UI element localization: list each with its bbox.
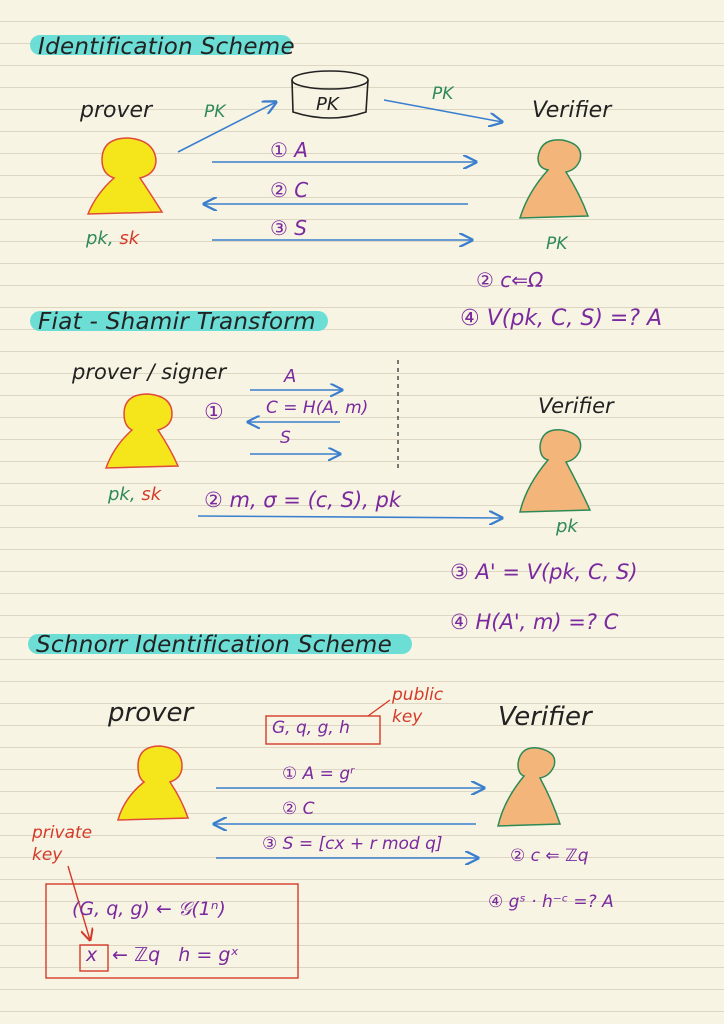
- message-a: ① A: [270, 138, 308, 162]
- verifier-step: ④ gˢ · h⁻ᶜ =? A: [488, 892, 614, 912]
- verifier-figure: [520, 430, 590, 512]
- database-label: PK: [316, 94, 339, 115]
- arrow-prover-to-db: [178, 102, 276, 152]
- public-key-label: public key: [392, 685, 444, 728]
- step-marker: ①: [204, 400, 224, 425]
- private-key-label: private key: [32, 823, 93, 866]
- prover-label: prover: [80, 98, 153, 123]
- signer-figure: [106, 394, 178, 468]
- private-key-x: x: [86, 944, 98, 966]
- verifier-key: PK: [546, 234, 568, 254]
- section-title: Schnorr Identification Scheme: [36, 632, 393, 658]
- inner-message-s: S: [280, 428, 291, 448]
- keygen-line: ← ℤq h = gˣ: [112, 944, 239, 966]
- signature-message: ② m, σ = (c, S), pk: [204, 488, 402, 512]
- signer-keys: [108, 486, 161, 504]
- public-key-text: pk,: [86, 228, 114, 249]
- keygen-line: (G, q, g) ← 𝒢(1ⁿ): [72, 898, 226, 920]
- inner-message-c: C = H(A, m): [266, 398, 369, 418]
- verifier-figure: [520, 140, 588, 218]
- verifier-step: ③ A' = V(pk, C, S): [450, 560, 638, 584]
- message-c: ② C: [270, 178, 309, 202]
- response-message: ③ S = [cx + r mod q]: [262, 834, 443, 854]
- public-key-pointer: [368, 700, 390, 716]
- verifier-step: ② c ⇐ ℤq: [510, 846, 589, 866]
- secret-key-text: sk: [141, 484, 162, 505]
- inner-message-a: A: [284, 366, 297, 387]
- arrow-signature: [198, 516, 502, 518]
- verifier-step: ④ H(A', m) =? C: [450, 610, 619, 634]
- commit-message: ① A = gʳ: [282, 764, 355, 784]
- verifier-step: ② c⇐Ω: [476, 268, 544, 292]
- signer-label: prover / signer: [72, 360, 227, 384]
- prover-label: prover: [108, 698, 194, 728]
- secret-key-text: sk: [119, 228, 140, 249]
- public-key-text: pk,: [108, 484, 136, 505]
- prover-figure: [88, 138, 162, 214]
- verifier-label: Verifier: [538, 394, 614, 418]
- verifier-step: ④ V(pk, C, S) =? A: [460, 306, 663, 331]
- verifier-key: pk: [556, 516, 578, 537]
- prover-figure: [118, 746, 188, 820]
- public-key-values: G, q, g, h: [272, 718, 350, 738]
- section-title: Identification Scheme: [38, 34, 295, 60]
- pk-arrow-label: PK: [204, 102, 226, 122]
- prover-keys: [86, 230, 139, 248]
- verifier-figure: [498, 748, 560, 826]
- section-title: Fiat - Shamir Transform: [38, 309, 316, 335]
- challenge-message: ② C: [282, 799, 315, 819]
- verifier-label: Verifier: [498, 702, 592, 732]
- verifier-label: Verifier: [532, 98, 612, 123]
- message-s: ③ S: [270, 216, 307, 240]
- pk-arrow-label: PK: [432, 84, 454, 104]
